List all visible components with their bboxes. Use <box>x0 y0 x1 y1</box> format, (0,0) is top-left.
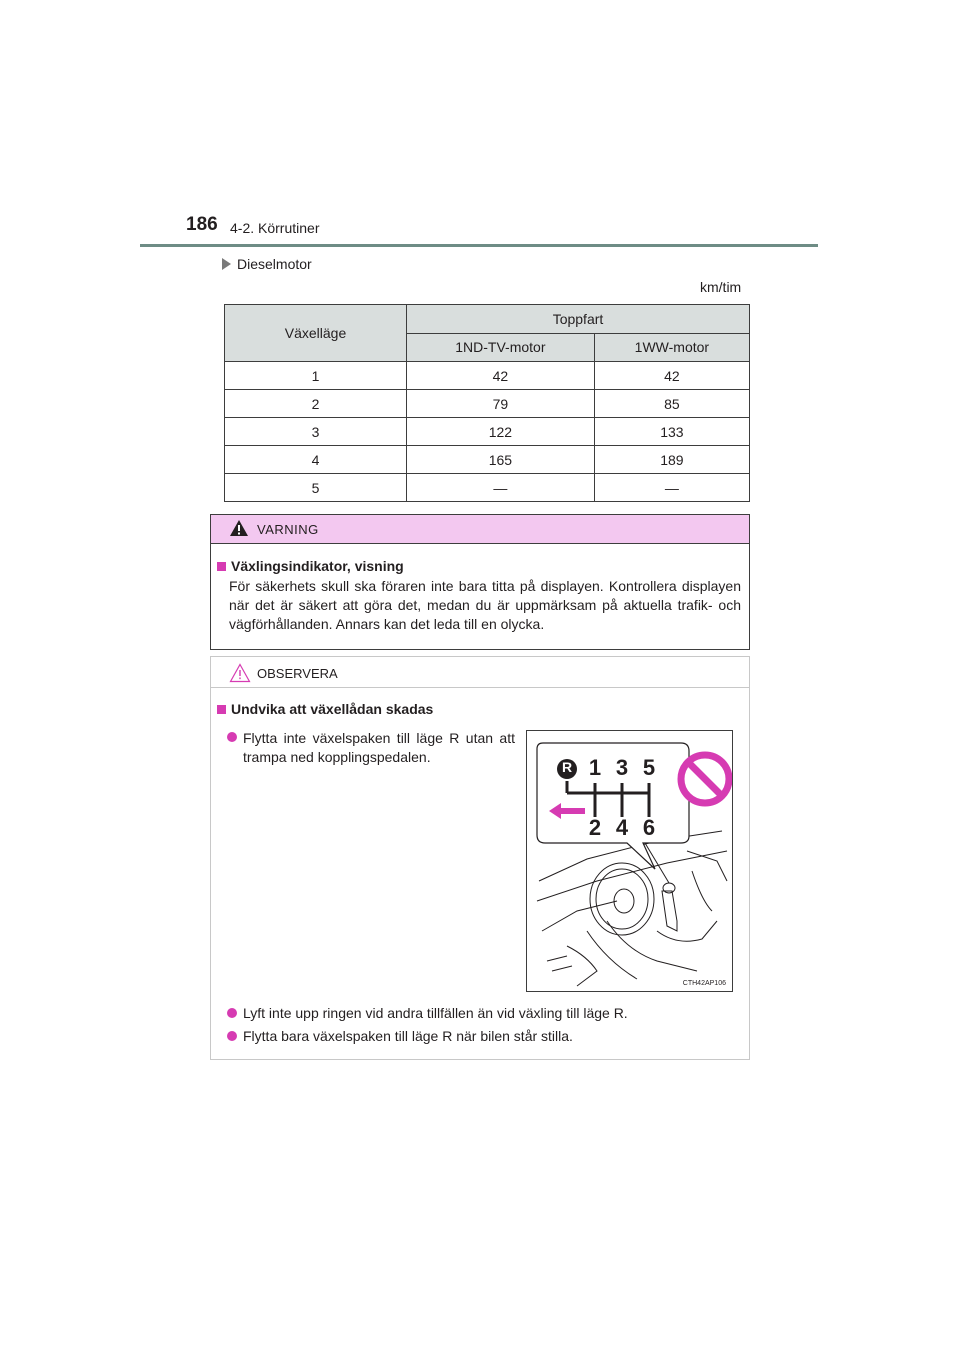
table-header-gear: Växelläge <box>225 305 407 362</box>
notice-bullet-text: Flytta inte växelspaken till läge R utan att trampa ned kopplingspedalen. <box>243 730 515 765</box>
section-title: Dieselmotor <box>237 256 312 272</box>
triangle-bullet-icon <box>222 258 231 270</box>
gear-number: 1 <box>588 755 602 780</box>
table-cell: 1 <box>225 362 407 390</box>
table-cell: 42 <box>594 362 749 390</box>
gear-number: 3 <box>615 755 629 780</box>
square-bullet-icon <box>217 705 226 714</box>
warning-header <box>211 515 749 544</box>
table-cell: 42 <box>407 362 595 390</box>
notice-bullet <box>227 1004 737 1023</box>
bullet-dot-icon <box>227 732 237 742</box>
table-cell: — <box>407 474 595 502</box>
table-row <box>225 474 750 502</box>
table-row <box>225 446 750 474</box>
warning-subhead: Växlingsindikator, visning <box>231 558 404 574</box>
table-cell: 5 <box>225 474 407 502</box>
notice-subhead-row <box>217 701 433 719</box>
warning-box <box>210 514 750 650</box>
bullet-dot-icon <box>227 1008 237 1018</box>
caution-triangle-icon <box>229 663 251 683</box>
table-cell: 122 <box>407 418 595 446</box>
section-heading <box>222 256 312 272</box>
table-cell: 189 <box>594 446 749 474</box>
top-speed-table <box>224 304 750 502</box>
table-header-engine-1: 1ND-TV-motor <box>407 333 595 362</box>
header-rule <box>140 244 818 247</box>
gear-number: 2 <box>588 815 602 840</box>
table-cell: 165 <box>407 446 595 474</box>
table-cell: 133 <box>594 418 749 446</box>
warning-triangle-icon <box>229 519 249 537</box>
chapter-title: 4-2. Körrutiner <box>230 220 320 236</box>
gear-number: 5 <box>642 755 656 780</box>
figure-code: CTH42AP106 <box>682 980 726 987</box>
notice-bullet-text: Lyft inte upp ringen vid andra tillfällen än vid växling till läge R. <box>243 1005 628 1021</box>
table-row <box>225 418 750 446</box>
page-number: 186 <box>186 214 218 235</box>
table-cell: 85 <box>594 390 749 418</box>
table-header-top-speed: Toppfart <box>407 305 750 334</box>
table-row <box>225 390 750 418</box>
table-cell: 2 <box>225 390 407 418</box>
warning-subhead-row <box>217 558 741 576</box>
warning-text: För säkerhets skull ska föraren inte bara titta på displayen. Kontrollera displayen när det är säkert att göra det, medan du är uppmärksam på aktuella trafik- och vägförhållanden. Annars kan det leda till en olycka. <box>229 578 741 632</box>
notice-label: OBSERVERA <box>257 666 338 681</box>
table-cell: — <box>594 474 749 502</box>
notice-bullet <box>227 729 515 767</box>
table-cell: 79 <box>407 390 595 418</box>
table-row <box>225 362 750 390</box>
gear-shift-illustration <box>526 730 733 992</box>
square-bullet-icon <box>217 562 226 571</box>
notice-header <box>211 657 749 688</box>
notice-bullet-text: Flytta bara växelspaken till läge R när bilen står stilla. <box>243 1028 573 1044</box>
table-cell: 3 <box>225 418 407 446</box>
table-cell: 4 <box>225 446 407 474</box>
gear-number: 4 <box>615 815 629 840</box>
reverse-gear-label: R <box>561 759 573 775</box>
notice-subhead: Undvika att växellådan skadas <box>231 701 434 717</box>
notice-bullet <box>227 1027 737 1046</box>
table-header-engine-2: 1WW-motor <box>594 333 749 362</box>
warning-label: VARNING <box>257 522 319 537</box>
unit-label: km/tim <box>700 279 742 295</box>
gear-number: 6 <box>642 815 656 840</box>
bullet-dot-icon <box>227 1031 237 1041</box>
